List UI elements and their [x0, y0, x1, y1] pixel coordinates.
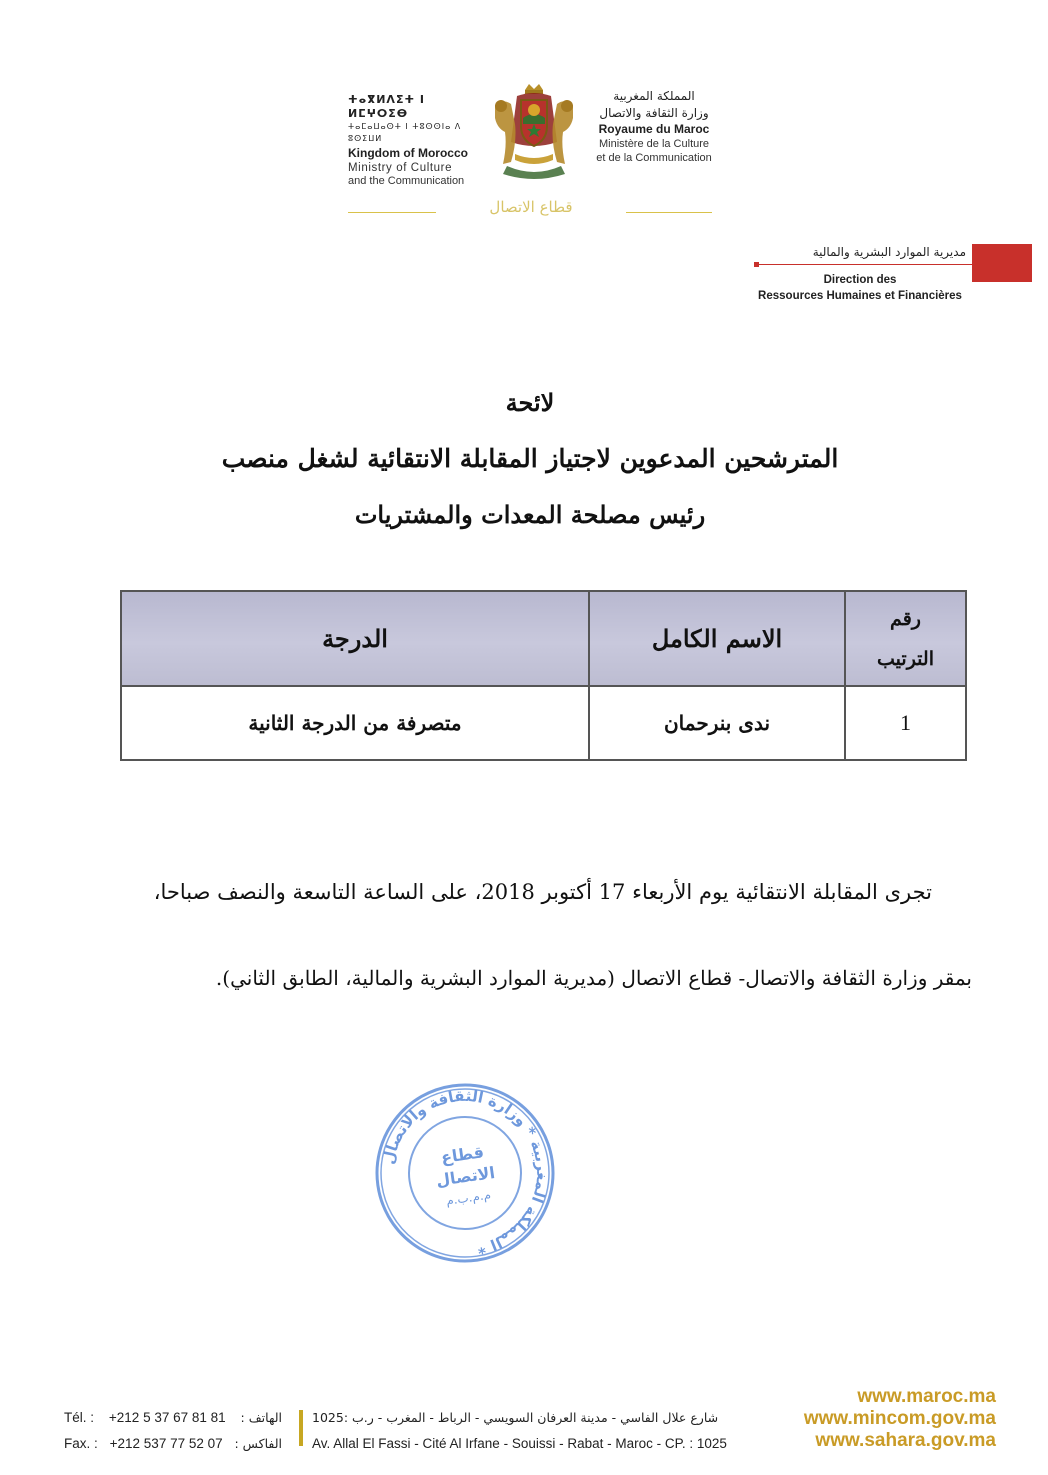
sector-divider-right [626, 212, 712, 213]
website-link-maroc[interactable]: www.maroc.ma [857, 1386, 996, 1407]
directorate-arabic-name: مديرية الموارد البشرية والمالية [812, 245, 966, 259]
candidates-table [120, 590, 967, 761]
document-title: لائحة [505, 388, 555, 417]
letterhead-tifinagh-ministry: ⵜⴰⵎⴰⵡⴰⵙⵜ ⵏ ⵜⵓⵙⵙⵏⴰ ⴷ ⵓⵙⵉⵡⵍ [348, 122, 462, 143]
footer-contact [64, 1405, 282, 1457]
letterhead-arabic-ministry: وزارة الثقافة والاتصال [599, 106, 709, 120]
directorate-french-name [752, 272, 968, 304]
letterhead-english-ministry: Ministry of Culture [348, 162, 453, 174]
directorate-french-line2: Ressources Humaines et Financières [758, 290, 962, 302]
official-seal-icon [372, 1080, 558, 1266]
directorate-bullet [754, 262, 759, 267]
interview-location-text: بمقر وزارة الثقافة والاتصال- قطاع الاتصال (مديرية الموارد البشرية والمالية، الطابق الثاني). [215, 966, 972, 990]
footer-fax-number: +212 537 77 52 07 [109, 1436, 223, 1451]
sector-label: قطاع الاتصال [489, 198, 573, 216]
header-full-name: الاسم الكامل [589, 591, 845, 686]
cell-grade: متصرفة من الدرجة الثانية [121, 686, 589, 760]
website-link-mincom[interactable]: www.mincom.gov.ma [803, 1408, 996, 1429]
stamp-outer-text: المملكة المغربية * وزارة الثقافة والاتصال * [379, 1086, 552, 1258]
letterhead-french-kingdom: Royaume du Maroc [598, 122, 710, 136]
footer-tel-label: Tél. : [64, 1410, 95, 1425]
footer-websites [786, 1386, 996, 1452]
table-header-row [121, 591, 966, 686]
stamp-inner-line2: الاتصال [434, 1162, 497, 1190]
letterhead-english-kingdom: Kingdom of Morocco [348, 146, 468, 160]
footer-tel-number: +212 5 37 67 81 81 [108, 1410, 226, 1425]
interview-date-text: تجرى المقابلة الانتقائية يوم الأربعاء 17 أكتوبر 2018، على الساعة التاسعة والنصف صباحا، [153, 880, 932, 904]
table-row [121, 686, 966, 760]
stamp-inner-line3: م.م.ب.م [445, 1187, 492, 1208]
position-title: رئيس مصلحة المعدات والمشتريات [354, 500, 706, 529]
footer-tel-row [64, 1405, 282, 1431]
cell-name: ندى بنرحمان [589, 686, 845, 760]
document-subtitle: المترشحين المدعوين لاجتياز المقابلة الانتقائية لشغل منصب [221, 444, 839, 473]
footer-tel-label-ar: الهاتف : [240, 1410, 282, 1425]
stamp-inner-line1: قطاع [439, 1142, 486, 1168]
letterhead-arabic-kingdom: المملكة المغربية [613, 89, 695, 103]
letterhead-right-block [590, 88, 718, 165]
sector-divider-left [348, 212, 436, 213]
letterhead-left-block [348, 93, 478, 188]
website-link-sahara[interactable]: www.sahara.gov.ma [815, 1430, 996, 1451]
header-grade: الدرجة [121, 591, 589, 686]
letterhead-french-communication: et de la Communication [596, 152, 712, 164]
footer-address [312, 1405, 727, 1457]
footer-fax-row [64, 1431, 282, 1457]
header-rank-line1: رقم [890, 607, 921, 630]
morocco-coat-of-arms-icon [481, 84, 587, 184]
footer-fax-label-ar: الفاكس : [234, 1436, 282, 1451]
header-rank-line2: الترتيب [877, 647, 934, 670]
letterhead-tifinagh-kingdom: ⵜⴰⴳⵍⴷⵉⵜ ⵏ ⵍⵎⵖⵔⵉⴱ [348, 93, 426, 120]
directorate-red-tab [972, 244, 1032, 282]
footer-fax-label: Fax. : [64, 1436, 98, 1451]
header-rank [845, 591, 966, 686]
letterhead-french-ministry: Ministère de la Culture [598, 138, 710, 150]
letterhead-english-communication: and the Communication [348, 175, 465, 187]
footer-address-ar: شارع علال الفاسي - مدينة العرفان السويسي - الرباط - المغرب - ر.ب :1025 [312, 1410, 719, 1425]
directorate-rule [756, 264, 972, 265]
directorate-french-line1: Direction des [823, 274, 897, 286]
cell-rank: 1 [845, 686, 966, 760]
footer-divider [299, 1410, 303, 1446]
footer-address-fr: Av. Allal El Fassi - Cité Al Irfane - Souissi - Rabat - Maroc - CP. : 1025 [312, 1436, 727, 1451]
